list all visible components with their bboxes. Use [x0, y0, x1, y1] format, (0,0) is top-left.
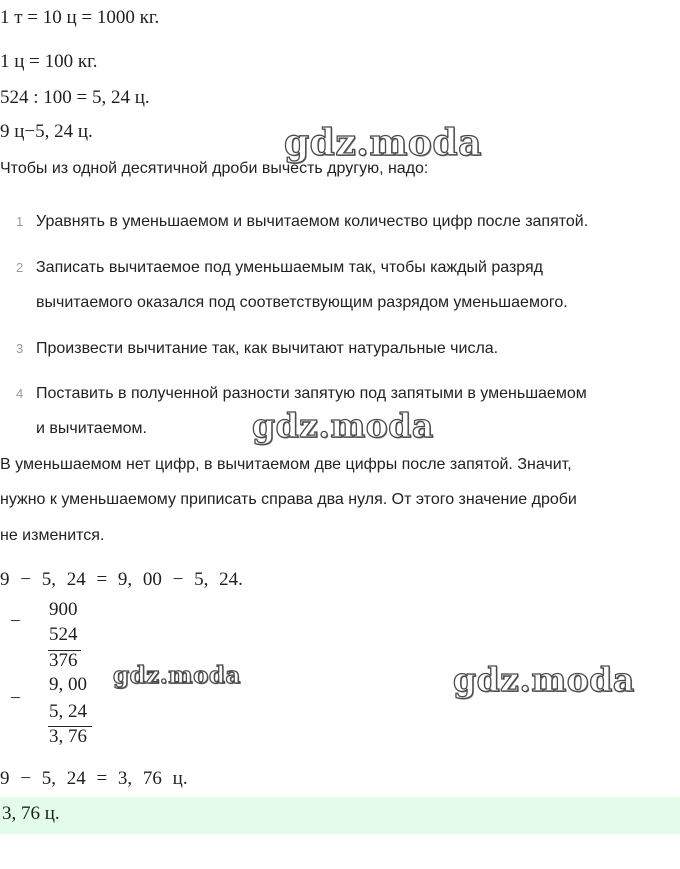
minuend: 900 [49, 599, 78, 620]
minus-sign: − [10, 611, 21, 632]
explanation-line: не изменится. [0, 527, 105, 544]
minus-sign: − [10, 688, 21, 709]
explanation-line: нужно к уменьшаемому приписать справа два нуля. От этого значение дроби [0, 491, 577, 508]
answer-box [0, 797, 680, 834]
list-item-text: и вычитаемом. [36, 420, 147, 437]
list-item-text: Поставить в полученной разности запятую под запятыми в уменьшаемом [36, 385, 587, 402]
watermark-logo: gdz.moda [252, 406, 434, 445]
subtrahend: 524 [49, 624, 78, 645]
list-item-text: Записать вычитаемое под уменьшаемым так, чтобы каждый разряд [36, 259, 544, 276]
subtrahend: 5, 24 [49, 701, 87, 722]
watermark-logo: gdz.moda [453, 660, 635, 699]
answer-value: 3, 76 ц. [2, 803, 60, 824]
division-line: 524 : 100 = 5, 24 ц. [0, 87, 150, 108]
centner-line: 1 ц = 100 кг. [0, 51, 98, 72]
equation-line: 9 − 5, 24 = 9, 00 − 5, 24. [0, 569, 243, 590]
difference: 376 [49, 650, 78, 671]
minuend: 9, 00 [49, 674, 87, 695]
list-item-text: Уравнять в уменьшаемом и вычитаемом количество цифр после запятой. [36, 213, 589, 230]
watermark-logo: gdz.moda [113, 662, 241, 689]
list-item-number: 2 [16, 260, 24, 275]
list-item-text: Произвести вычитание так, как вычитают натуральные числа. [36, 340, 499, 357]
subtraction-task-line: 9 ц−5, 24 ц. [0, 121, 93, 142]
list-item-number: 4 [16, 386, 24, 401]
rule-intro: Чтобы из одной десятичной дроби вычесть другую, надо: [0, 160, 429, 177]
list-item-number: 3 [16, 341, 24, 356]
explanation-line: В уменьшаемом нет цифр, в вычитаемом две цифры после запятой. Значит, [0, 456, 572, 473]
watermark-logo: gdz.moda [284, 122, 482, 164]
list-item-text: вычитаемого оказался под соответствующим разрядом уменьшаемого. [36, 294, 568, 311]
list-item-number: 1 [16, 214, 24, 229]
conversion-line: 1 т = 10 ц = 1000 кг. [0, 7, 160, 28]
difference: 3, 76 [49, 726, 87, 747]
result-equation: 9 − 5, 24 = 3, 76 ц. [0, 768, 188, 789]
